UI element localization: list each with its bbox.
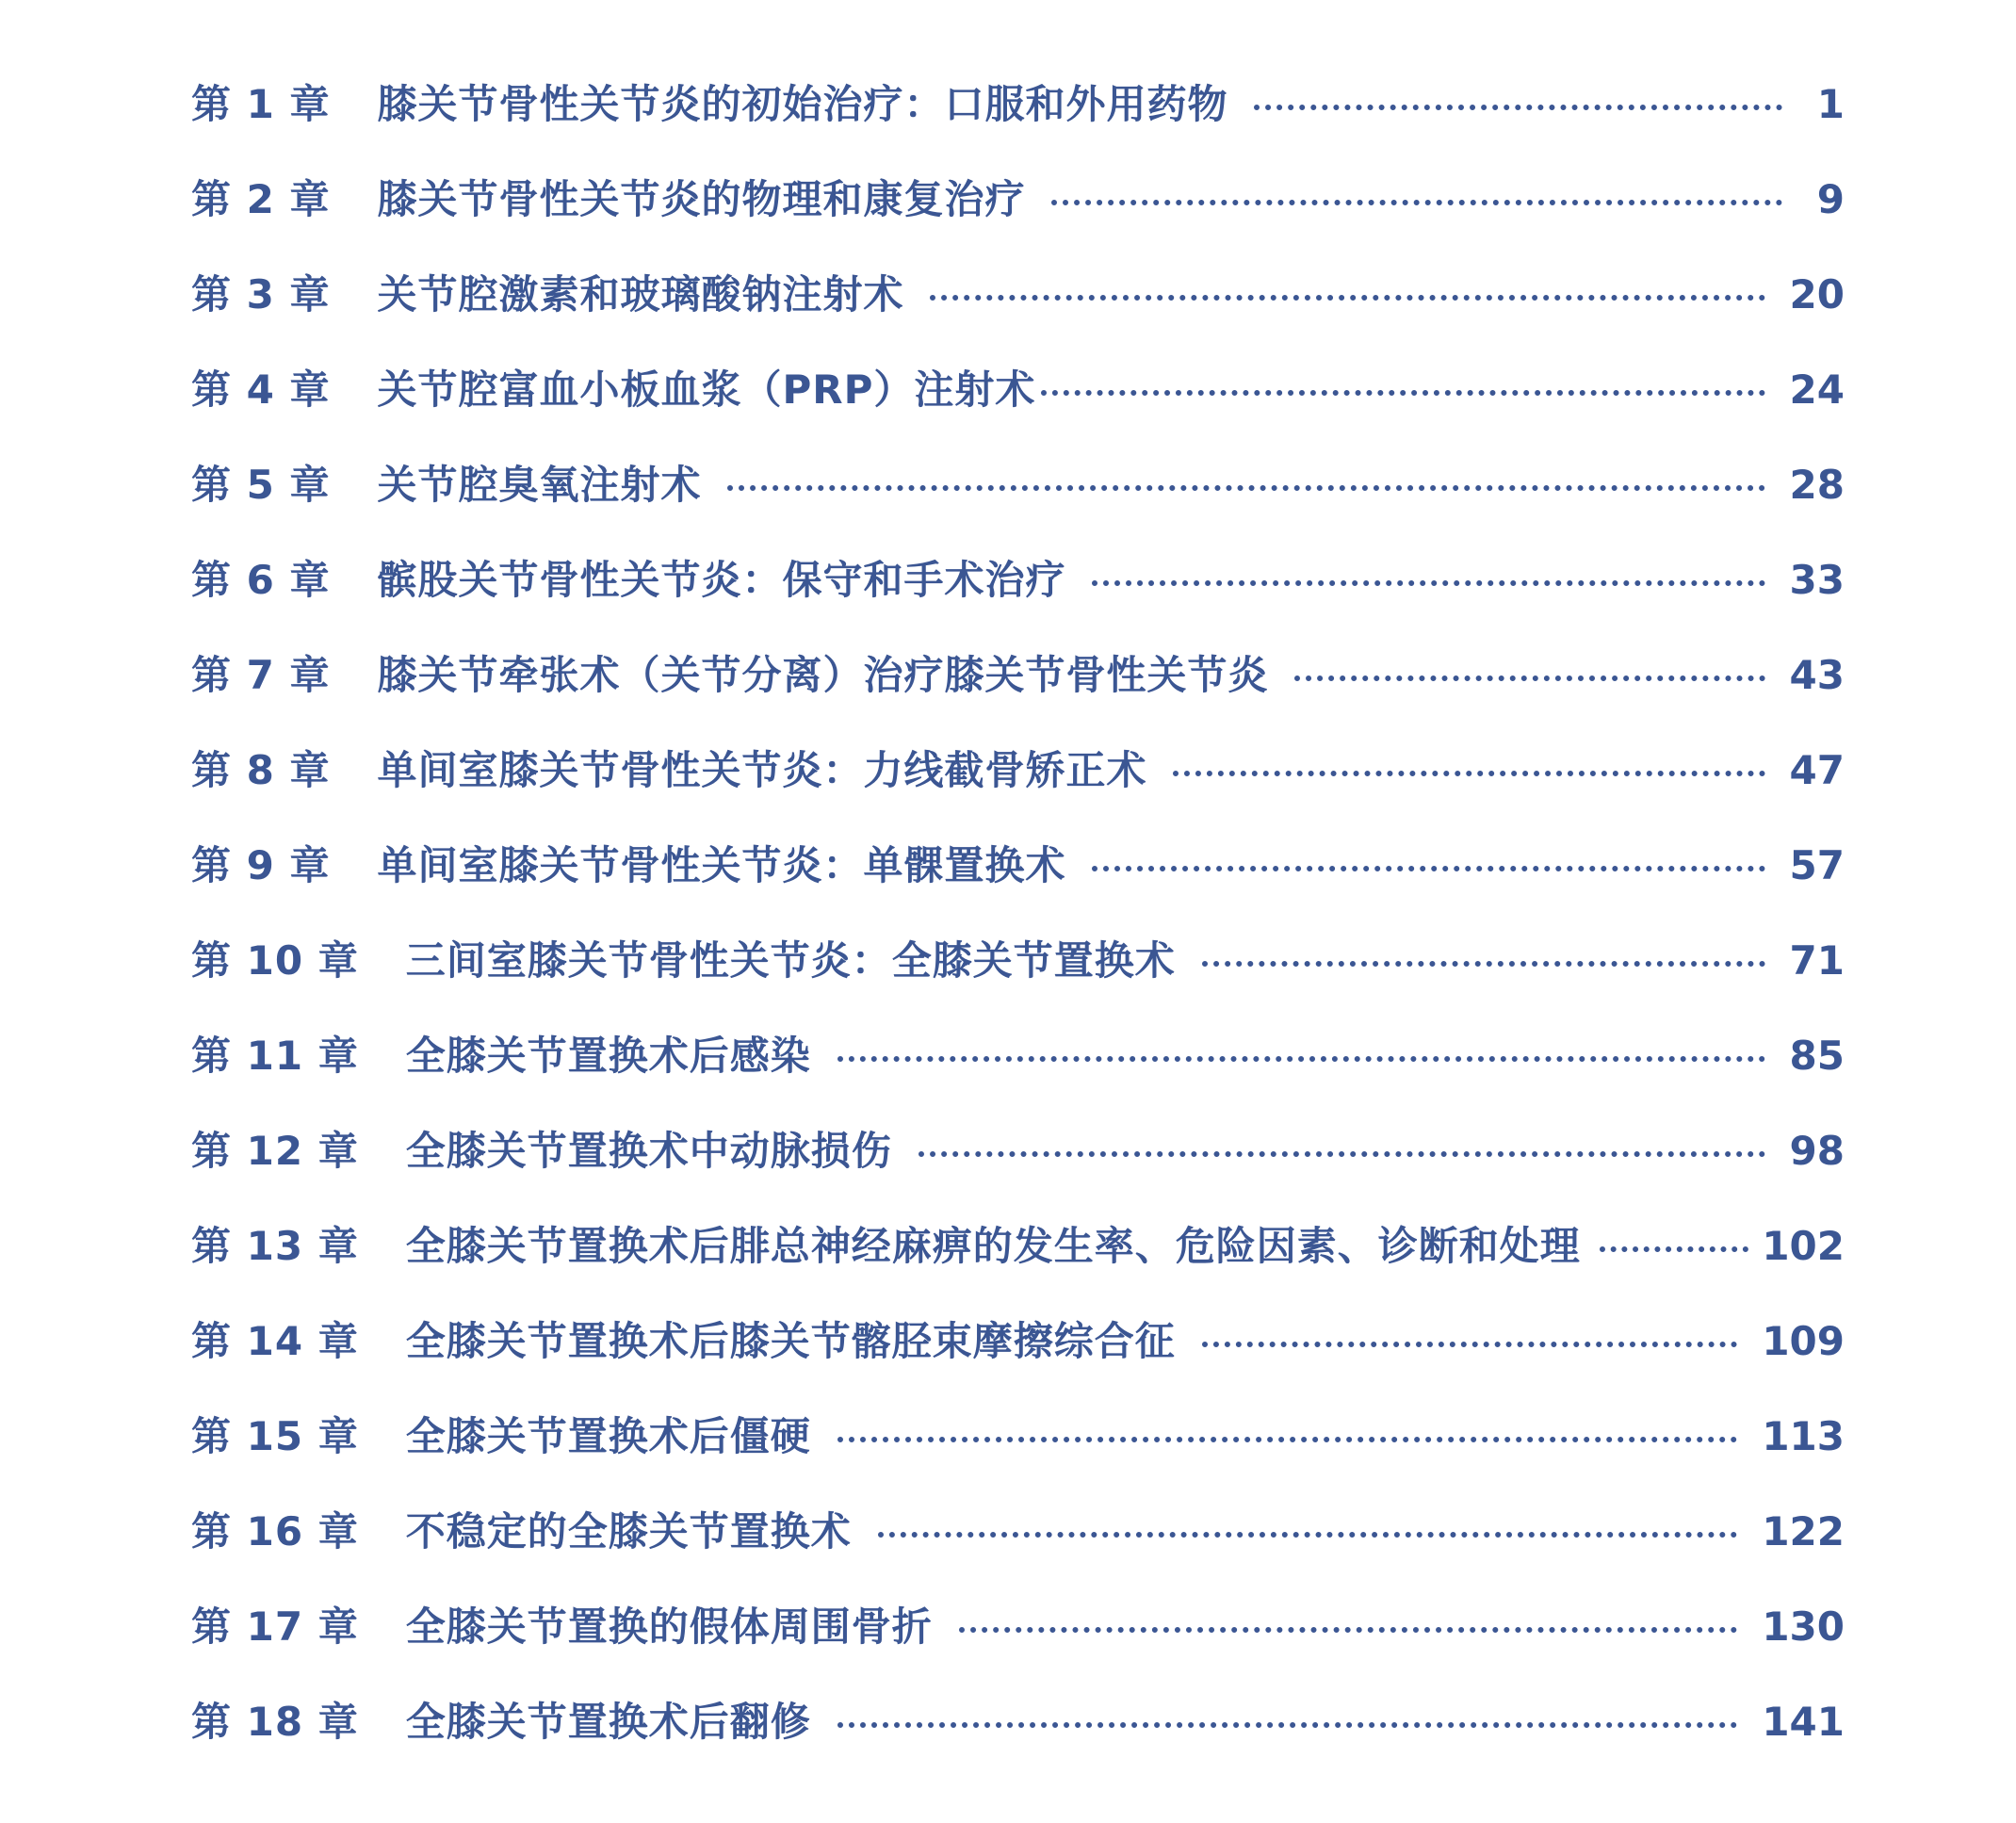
chapter-number: 第 3 章	[191, 270, 331, 317]
dot-leader	[837, 1056, 1765, 1062]
dot-leader	[878, 1532, 1738, 1538]
chapter-number: 第 14 章	[191, 1317, 359, 1364]
page-number: 71	[1789, 936, 1845, 984]
chapter-title: 膝关节牵张术（关节分离）治疗膝关节骨性关节炎	[377, 651, 1269, 698]
chapter-number: 第 9 章	[191, 841, 331, 888]
dot-leader	[959, 1627, 1738, 1633]
toc-entry-14[interactable]	[191, 1294, 1845, 1389]
page-number: 98	[1789, 1127, 1845, 1174]
dot-leader	[1092, 866, 1764, 871]
chapter-title: 单间室膝关节骨性关节炎：单髁置换术	[377, 841, 1066, 888]
chapter-number: 第 2 章	[191, 175, 331, 222]
dot-leader	[1202, 961, 1765, 967]
chapter-title: 全膝关节置换术后僵硬	[405, 1412, 811, 1459]
chapter-number: 第 10 章	[191, 936, 359, 984]
toc-entry-13[interactable]	[191, 1198, 1845, 1294]
chapter-title: 全膝关节置换术后翻修	[405, 1698, 811, 1745]
page-number: 113	[1762, 1412, 1845, 1459]
chapter-number: 第 8 章	[191, 746, 331, 793]
chapter-number: 第 17 章	[191, 1603, 359, 1650]
dot-leader	[1294, 675, 1764, 681]
chapter-number: 第 11 章	[191, 1032, 359, 1079]
dot-leader	[1254, 105, 1782, 110]
chapter-number: 第 12 章	[191, 1127, 359, 1174]
page-number: 9	[1816, 175, 1845, 222]
chapter-title: 不稳定的全膝关节置换术	[405, 1507, 852, 1554]
chapter-title: 膝关节骨性关节炎的物理和康复治疗	[377, 175, 1026, 222]
toc-entry-11[interactable]	[191, 1008, 1845, 1103]
dot-leader	[837, 1722, 1738, 1728]
chapter-title: 全膝关节置换术后膝关节髂胫束摩擦综合征	[405, 1317, 1176, 1364]
chapter-title: 髌股关节骨性关节炎：保守和手术治疗	[377, 556, 1066, 603]
dot-leader	[1051, 200, 1782, 205]
chapter-title: 膝关节骨性关节炎的初始治疗：口服和外用药物	[377, 80, 1228, 127]
page-number: 102	[1762, 1222, 1845, 1269]
table-of-contents	[191, 57, 1845, 1769]
chapter-number: 第 15 章	[191, 1412, 359, 1459]
toc-entry-9[interactable]	[191, 818, 1845, 913]
chapter-number: 第 7 章	[191, 651, 331, 698]
toc-entry-7[interactable]	[191, 627, 1845, 723]
chapter-title: 全膝关节置换术中动脉损伤	[405, 1127, 892, 1174]
toc-entry-17[interactable]	[191, 1579, 1845, 1674]
chapter-number: 第 13 章	[191, 1222, 359, 1269]
toc-entry-3[interactable]	[191, 247, 1845, 342]
chapter-number: 第 16 章	[191, 1507, 359, 1554]
page-number: 24	[1789, 366, 1845, 413]
chapter-title: 全膝关节置换术后腓总神经麻痹的发生率、危险因素、诊断和处理	[405, 1222, 1581, 1269]
toc-entry-18[interactable]	[191, 1674, 1845, 1769]
toc-entry-4[interactable]	[191, 342, 1845, 437]
page-number: 122	[1762, 1507, 1845, 1554]
dot-leader	[1600, 1246, 1749, 1252]
dot-leader	[727, 485, 1764, 491]
chapter-number: 第 1 章	[191, 80, 331, 127]
dot-leader	[837, 1437, 1738, 1442]
dot-leader	[1173, 771, 1764, 776]
chapter-title: 全膝关节置换的假体周围骨折	[405, 1603, 933, 1650]
dot-leader	[1041, 390, 1764, 396]
chapter-number: 第 6 章	[191, 556, 331, 603]
page-number: 130	[1762, 1603, 1845, 1650]
page-number: 28	[1789, 461, 1845, 508]
toc-entry-5[interactable]	[191, 437, 1845, 532]
page-number: 141	[1762, 1698, 1845, 1745]
page-number: 43	[1789, 651, 1845, 698]
page-number: 57	[1789, 841, 1845, 888]
page-number: 85	[1789, 1032, 1845, 1079]
toc-entry-12[interactable]	[191, 1103, 1845, 1198]
page-number: 1	[1816, 80, 1845, 127]
chapter-title: 关节腔富血小板血浆（PRP）注射术	[377, 366, 1036, 413]
toc-entry-10[interactable]	[191, 913, 1845, 1008]
page-number: 47	[1789, 746, 1845, 793]
dot-leader	[930, 295, 1764, 301]
dot-leader	[919, 1151, 1765, 1157]
page-number: 109	[1762, 1317, 1845, 1364]
dot-leader	[1202, 1342, 1738, 1347]
chapter-title: 单间室膝关节骨性关节炎：力线截骨矫正术	[377, 746, 1147, 793]
toc-entry-8[interactable]	[191, 723, 1845, 818]
toc-entry-1[interactable]	[191, 57, 1845, 152]
chapter-title: 关节腔臭氧注射术	[377, 461, 702, 508]
chapter-number: 第 4 章	[191, 366, 331, 413]
chapter-title: 全膝关节置换术后感染	[405, 1032, 811, 1079]
toc-entry-16[interactable]	[191, 1484, 1845, 1579]
page-number: 20	[1789, 270, 1845, 317]
toc-entry-6[interactable]	[191, 532, 1845, 627]
chapter-title: 关节腔激素和玻璃酸钠注射术	[377, 270, 904, 317]
toc-entry-15[interactable]	[191, 1389, 1845, 1484]
dot-leader	[1092, 580, 1764, 586]
page-number: 33	[1789, 556, 1845, 603]
toc-entry-2[interactable]	[191, 152, 1845, 247]
chapter-number: 第 5 章	[191, 461, 331, 508]
chapter-number: 第 18 章	[191, 1698, 359, 1745]
chapter-title: 三间室膝关节骨性关节炎：全膝关节置换术	[405, 936, 1176, 984]
